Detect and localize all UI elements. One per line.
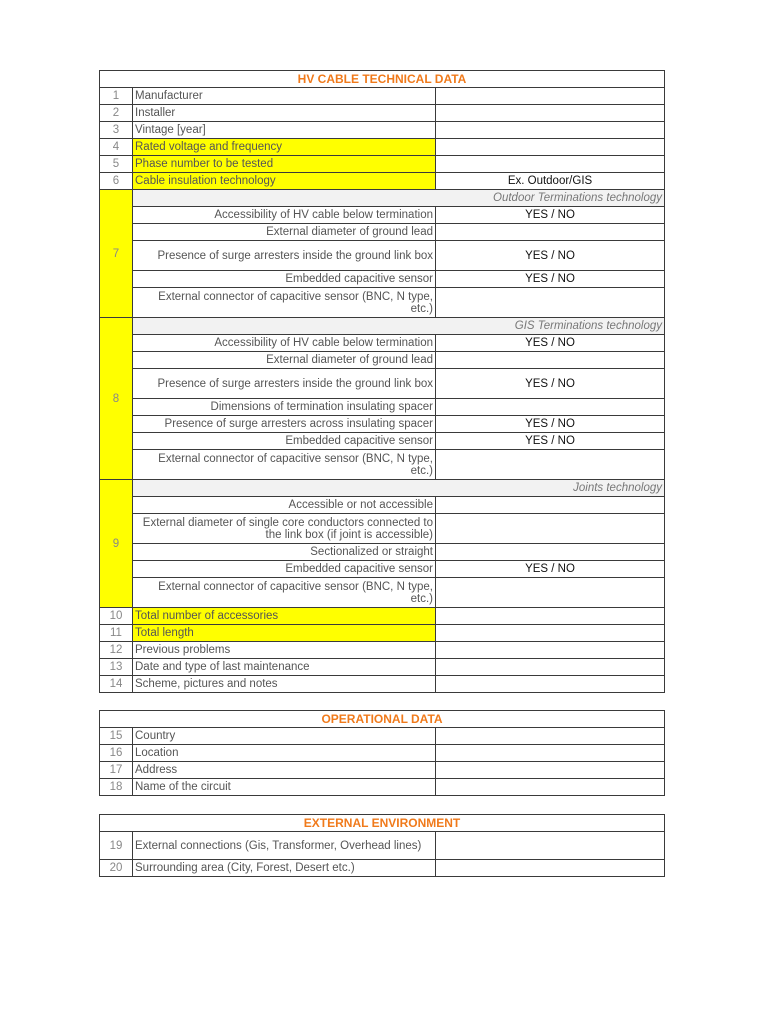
- group-category-row: [100, 190, 665, 207]
- row-number: 17: [100, 762, 133, 779]
- row-label: Address: [133, 762, 436, 779]
- table-row: [100, 728, 665, 745]
- row-value[interactable]: [436, 288, 665, 318]
- table-row: [100, 561, 665, 578]
- table-row: [100, 450, 665, 480]
- row-value[interactable]: YES / NO: [436, 561, 665, 578]
- row-label: Dimensions of termination insulating spacer: [133, 399, 436, 416]
- row-value[interactable]: [436, 676, 665, 693]
- row-value[interactable]: [436, 497, 665, 514]
- table-row: [100, 433, 665, 450]
- row-value[interactable]: [436, 88, 665, 105]
- group-category-row: [100, 318, 665, 335]
- table-row: [100, 271, 665, 288]
- row-label: Accessibility of HV cable below termination: [133, 207, 436, 224]
- row-value[interactable]: [436, 779, 665, 796]
- row-value[interactable]: [436, 122, 665, 139]
- row-label: Embedded capacitive sensor: [133, 433, 436, 450]
- row-value[interactable]: [436, 352, 665, 369]
- row-label: External connections (Gis, Transformer, Overhead lines): [133, 832, 436, 860]
- table-row: [100, 173, 665, 190]
- row-value[interactable]: [436, 578, 665, 608]
- row-value[interactable]: [436, 762, 665, 779]
- row-label: Surrounding area (City, Forest, Desert etc.): [133, 860, 436, 877]
- row-value[interactable]: [436, 224, 665, 241]
- row-number: 18: [100, 779, 133, 796]
- row-value[interactable]: YES / NO: [436, 433, 665, 450]
- table-row: [100, 122, 665, 139]
- row-value[interactable]: [436, 728, 665, 745]
- row-number: 11: [100, 625, 133, 642]
- row-number: 19: [100, 832, 133, 860]
- row-label: External diameter of ground lead: [133, 352, 436, 369]
- row-number: 6: [100, 173, 133, 190]
- row-label: Sectionalized or straight: [133, 544, 436, 561]
- row-number: 15: [100, 728, 133, 745]
- table-row: [100, 369, 665, 399]
- row-label: External diameter of single core conductors connected to the link box (if joint is accessible): [133, 514, 436, 544]
- row-label: Total length: [133, 625, 436, 642]
- row-value[interactable]: [436, 625, 665, 642]
- table-row: [100, 241, 665, 271]
- row-label: Manufacturer: [133, 88, 436, 105]
- row-number: 13: [100, 659, 133, 676]
- table-row: [100, 156, 665, 173]
- row-label: Accessible or not accessible: [133, 497, 436, 514]
- row-value[interactable]: [436, 514, 665, 544]
- table-row: [100, 779, 665, 796]
- group-number: 7: [100, 190, 133, 318]
- table-row: [100, 88, 665, 105]
- row-label: External connector of capacitive sensor (BNC, N type, etc.): [133, 578, 436, 608]
- row-number: 16: [100, 745, 133, 762]
- row-value[interactable]: Ex. Outdoor/GIS: [436, 173, 665, 190]
- table-row: [100, 762, 665, 779]
- row-label: Installer: [133, 105, 436, 122]
- row-label: Vintage [year]: [133, 122, 436, 139]
- table-row: [100, 676, 665, 693]
- row-value[interactable]: YES / NO: [436, 271, 665, 288]
- row-number: 14: [100, 676, 133, 693]
- external-environment-table: [99, 814, 665, 877]
- row-value[interactable]: [436, 399, 665, 416]
- table-row: [100, 745, 665, 762]
- row-label: Embedded capacitive sensor: [133, 271, 436, 288]
- row-value[interactable]: [436, 659, 665, 676]
- row-value[interactable]: [436, 608, 665, 625]
- table-row: [100, 514, 665, 544]
- row-label: Previous problems: [133, 642, 436, 659]
- table-row: [100, 335, 665, 352]
- row-value[interactable]: [436, 450, 665, 480]
- table-row: [100, 288, 665, 318]
- row-value[interactable]: [436, 544, 665, 561]
- row-label: Rated voltage and frequency: [133, 139, 436, 156]
- operational-data-table: [99, 710, 665, 796]
- table-row: [100, 578, 665, 608]
- row-value[interactable]: YES / NO: [436, 335, 665, 352]
- table-row: [100, 207, 665, 224]
- row-number: 20: [100, 860, 133, 877]
- table-row: [100, 544, 665, 561]
- row-value[interactable]: YES / NO: [436, 416, 665, 433]
- table-row: [100, 642, 665, 659]
- row-value[interactable]: [436, 745, 665, 762]
- row-number: 5: [100, 156, 133, 173]
- table-row: [100, 832, 665, 860]
- row-value[interactable]: [436, 156, 665, 173]
- row-number: 3: [100, 122, 133, 139]
- row-label: Date and type of last maintenance: [133, 659, 436, 676]
- row-value[interactable]: [436, 139, 665, 156]
- row-label: Embedded capacitive sensor: [133, 561, 436, 578]
- table-row: [100, 416, 665, 433]
- table-row: [100, 105, 665, 122]
- table-row: [100, 497, 665, 514]
- table-row: [100, 860, 665, 877]
- row-value[interactable]: YES / NO: [436, 241, 665, 271]
- group-category-row: [100, 480, 665, 497]
- row-value[interactable]: YES / NO: [436, 207, 665, 224]
- row-value[interactable]: [436, 832, 665, 860]
- row-label: Name of the circuit: [133, 779, 436, 796]
- row-label: Location: [133, 745, 436, 762]
- group-number: 9: [100, 480, 133, 608]
- row-label: Presence of surge arresters across insulating spacer: [133, 416, 436, 433]
- row-value[interactable]: YES / NO: [436, 369, 665, 399]
- row-label: Cable insulation technology: [133, 173, 436, 190]
- table-row: [100, 608, 665, 625]
- row-label: External connector of capacitive sensor (BNC, N type, etc.): [133, 288, 436, 318]
- group-category: GIS Terminations technology: [133, 318, 665, 335]
- table-row: [100, 224, 665, 241]
- table-row: [100, 139, 665, 156]
- group-number: 8: [100, 318, 133, 480]
- row-label: Total number of accessories: [133, 608, 436, 625]
- row-label: Presence of surge arresters inside the ground link box: [133, 241, 436, 271]
- row-label: Phase number to be tested: [133, 156, 436, 173]
- row-label: External diameter of ground lead: [133, 224, 436, 241]
- row-value[interactable]: [436, 105, 665, 122]
- environment-title: EXTERNAL ENVIRONMENT: [100, 815, 665, 832]
- table-row: [100, 659, 665, 676]
- row-label: External connector of capacitive sensor (BNC, N type, etc.): [133, 450, 436, 480]
- table-row: [100, 399, 665, 416]
- group-category: Joints technology: [133, 480, 665, 497]
- row-number: 2: [100, 105, 133, 122]
- row-number: 1: [100, 88, 133, 105]
- group-category: Outdoor Terminations technology: [133, 190, 665, 207]
- row-value[interactable]: [436, 860, 665, 877]
- operational-title: OPERATIONAL DATA: [100, 711, 665, 728]
- row-label: Presence of surge arresters inside the ground link box: [133, 369, 436, 399]
- row-value[interactable]: [436, 642, 665, 659]
- technical-title: HV CABLE TECHNICAL DATA: [100, 71, 665, 88]
- hv-cable-technical-table: [99, 70, 665, 693]
- row-label: Country: [133, 728, 436, 745]
- row-label: Scheme, pictures and notes: [133, 676, 436, 693]
- row-label: Accessibility of HV cable below termination: [133, 335, 436, 352]
- row-number: 12: [100, 642, 133, 659]
- table-row: [100, 625, 665, 642]
- row-number: 4: [100, 139, 133, 156]
- table-row: [100, 352, 665, 369]
- row-number: 10: [100, 608, 133, 625]
